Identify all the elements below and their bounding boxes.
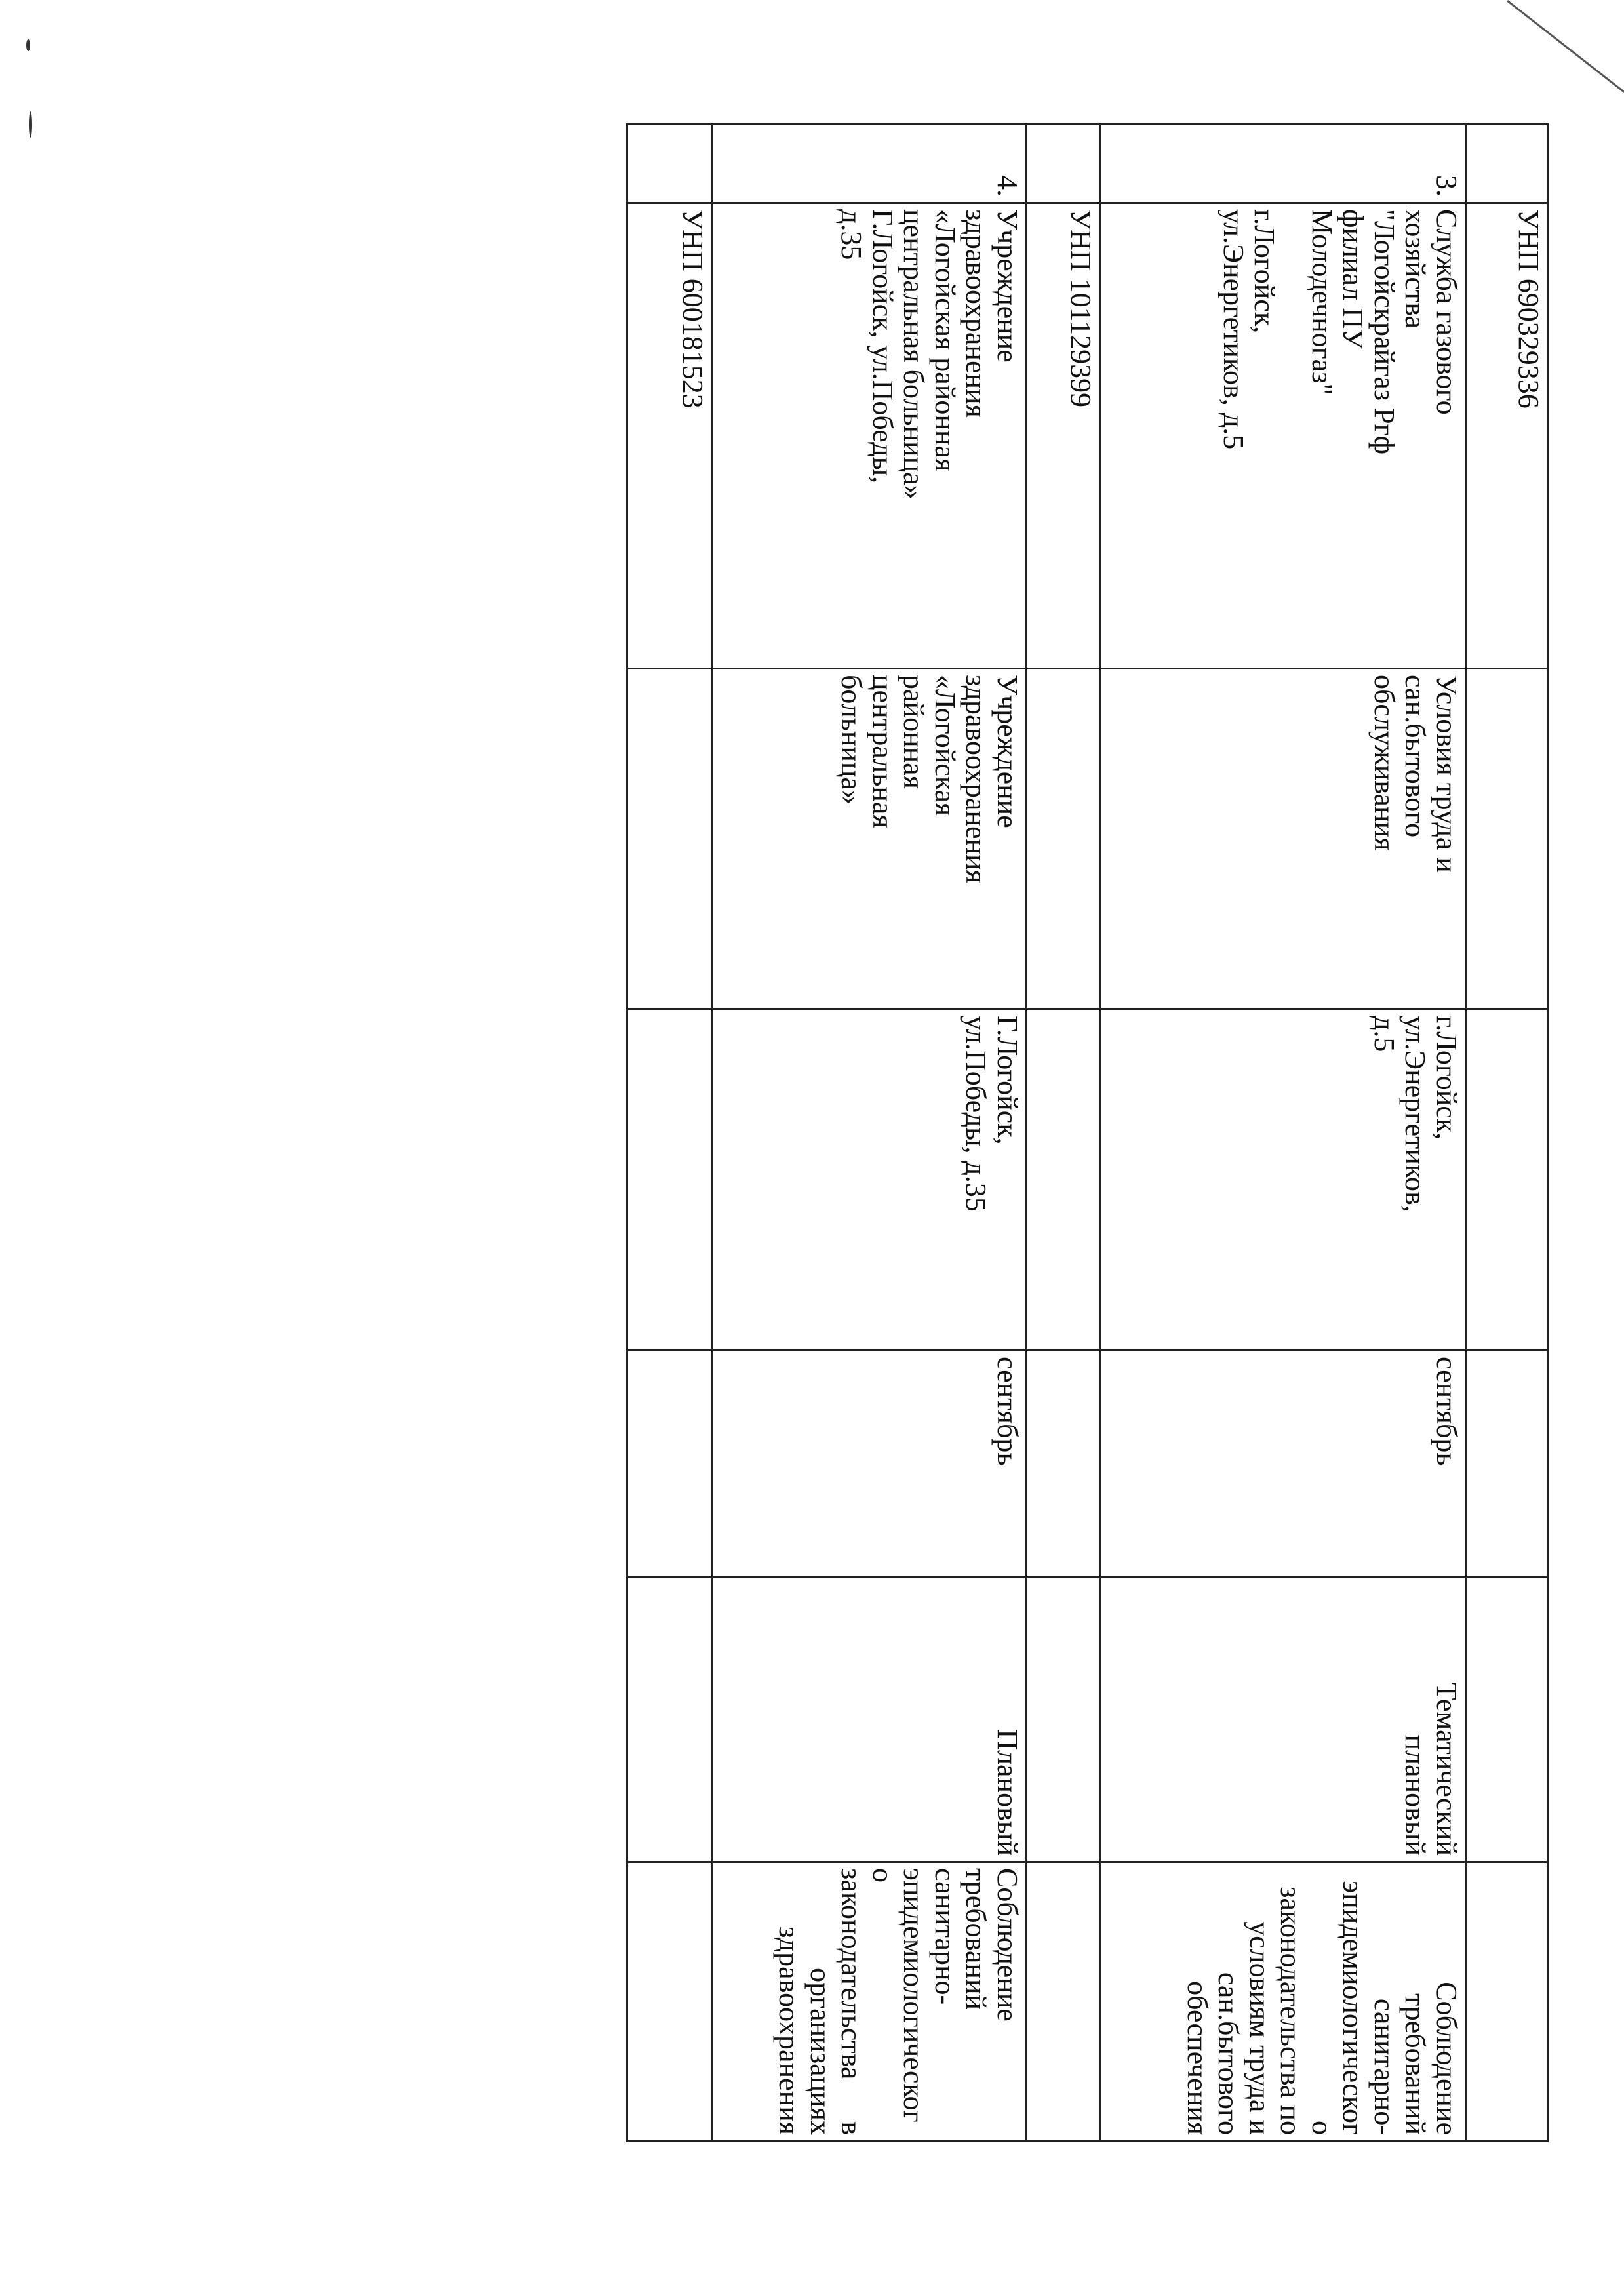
address-cell <box>1466 1010 1548 1351</box>
inspection-type-cell <box>1027 1577 1100 1862</box>
row-number: 3. <box>1100 125 1466 203</box>
scan-speck <box>26 39 30 51</box>
month-cell <box>1027 1351 1100 1577</box>
address-cell: г.Логойск, ул.Энергетиков, д.5 <box>1100 1010 1466 1351</box>
inspection-subject-cell: Соблюдение требований санитарно- эпидемиологического законодательства в организациях здравоохранения <box>712 1862 1027 2142</box>
inspection-type-cell: Тематический плановый <box>1100 1577 1466 1862</box>
row-number <box>1466 125 1548 203</box>
organization-cell: УНП 101129399 <box>1027 203 1100 669</box>
row-number: 4. <box>712 125 1027 203</box>
inspection-type-cell <box>1466 1577 1548 1862</box>
inspection-type-cell <box>627 1577 712 1862</box>
inspection-subject-cell <box>627 1862 712 2142</box>
month-cell <box>1466 1351 1548 1577</box>
month-cell: сентябрь <box>1100 1351 1466 1577</box>
address-cell: Г.Логойск, ул.Победы, д.35 <box>712 1010 1027 1351</box>
row-number <box>627 125 712 203</box>
table-row <box>712 125 1027 2142</box>
table-row <box>1466 125 1548 2142</box>
page-corner-fold <box>1507 0 1624 106</box>
rotated-table-sheet <box>628 123 1549 2140</box>
inspection-subject-cell <box>1027 1862 1100 2142</box>
object-cell <box>1027 669 1100 1010</box>
inspection-subject-cell <box>1466 1862 1548 2142</box>
organization-cell: Служба газового хозяйства "Логойскрайгаз Ргф филиал ПУ Молодечногаз" г.Логойск, ул.Энергетиков, д.5 <box>1100 203 1466 669</box>
address-cell <box>627 1010 712 1351</box>
organization-cell: УНП 690329336 <box>1466 203 1548 669</box>
table-row <box>1027 125 1100 2142</box>
row-number <box>1027 125 1100 203</box>
object-cell <box>1466 669 1548 1010</box>
month-cell <box>627 1351 712 1577</box>
object-cell: Учреждение здравоохранения «Логойская районная центральная больница» <box>712 669 1027 1010</box>
object-cell <box>627 669 712 1010</box>
address-cell <box>1027 1010 1100 1351</box>
organization-cell: УНП 600181523 <box>627 203 712 669</box>
table-row <box>627 125 712 2142</box>
organization-cell: Учреждение здравоохранения «Логойская районная центральная больница» Г.Логойск, ул.Победы, д.35 <box>712 203 1027 669</box>
inspection-type-cell: Плановый <box>712 1577 1027 1862</box>
month-cell: сентябрь <box>712 1351 1027 1577</box>
table-row <box>1100 125 1466 2142</box>
inspection-schedule-table <box>626 123 1549 2142</box>
object-cell: Условия труда и сан.бытового обслуживания <box>1100 669 1466 1010</box>
inspection-subject-cell: Соблюдение требований санитарно- эпидемиологического законодательства по условиям труда и сан.бытового обеспечения <box>1100 1862 1466 2142</box>
scan-speck <box>29 111 32 138</box>
